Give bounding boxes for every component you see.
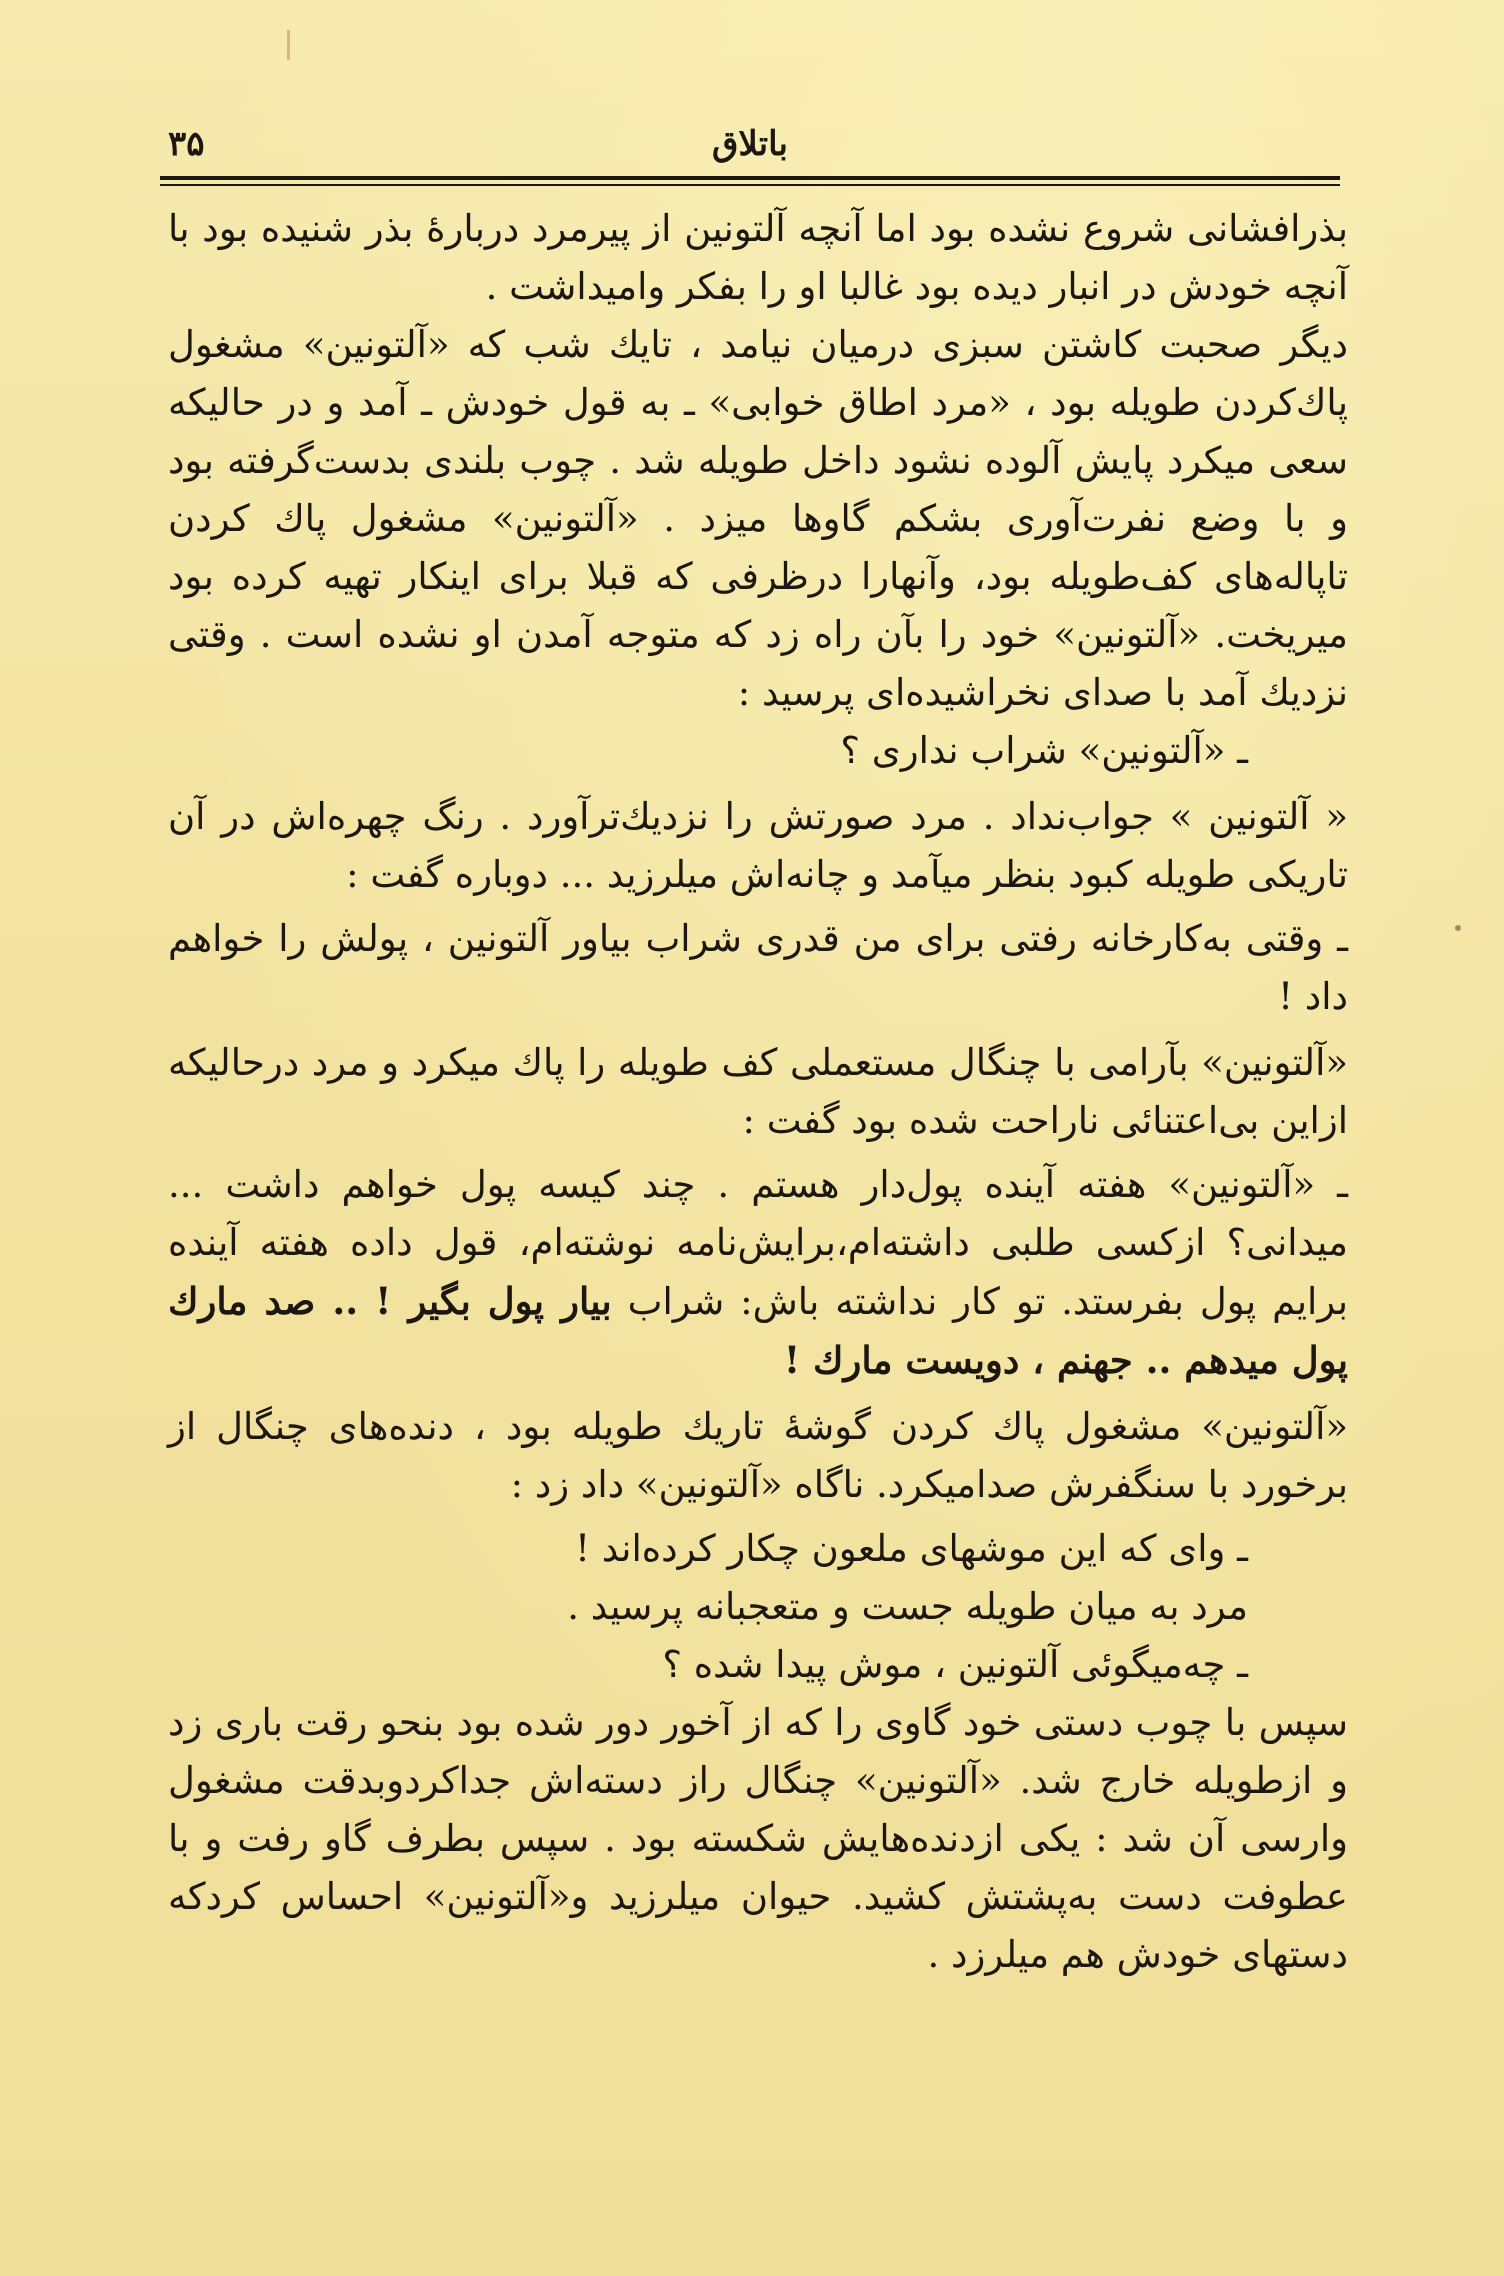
dialog-line: ـ وقتی به‌کارخانه رفتی برای من قدری شراب بیاور آلتونین ، پولش را خواهم داد ! xyxy=(168,917,1348,1018)
paragraph: « آلتونین » جواب‌نداد . مرد صورتش را نزدیك‌ترآورد . رنگ چهره‌اش در آن تاریکی طویله کبود بنظر میآمد و چانه‌اش میلرزید ... دوباره گفت : xyxy=(168,795,1348,896)
dialog-line xyxy=(168,1156,1348,1390)
body-text xyxy=(168,200,1348,2140)
paragraph: «آلتونین» مشغول پاك کردن گوشهٔ تاریك طویله بود ، دنده‌های چنگال از برخورد با سنگفرش صدامیکرد. ناگاه «آلتونین» داد زد : xyxy=(168,1405,1348,1506)
dialog-line: مرد به میان طویله جست و متعجبانه پرسید . xyxy=(567,1585,1248,1628)
header-rule-thin xyxy=(160,184,1340,186)
dialog-line: ـ چه‌میگوئی آلتونین ، موش پیدا شده ؟ xyxy=(662,1643,1248,1686)
dialog-line: ـ وای که این موشهای ملعون چکار کرده‌اند ! xyxy=(575,1527,1248,1570)
running-title: باتلاق xyxy=(712,124,788,164)
page-header xyxy=(160,118,1340,178)
page-number: ۳۵ xyxy=(168,124,205,164)
paragraph: «آلتونین» بآرامی با چنگال مستعملی کف طویله را پاك میکرد و مرد درحالیکه ازاین بی‌اعتنائی ناراحت شده بود گفت : xyxy=(168,1041,1348,1142)
paragraph: بذرافشانی شروع نشده بود اما آنچه آلتونین از پیرمرد دربارهٔ بذر شنیده بود با آنچه خودش در انبار دیده بود غالبا او را بفکر وامیداشت . xyxy=(168,207,1348,308)
dialog-text: ـ «آلتونین» هفته آینده پول‌دار هستم . چند کیسه پول خواهم داشت ... میدانی؟ ازکسی طلبی داشته‌ام،برایش‌نامه نوشته‌ام، قول داده هفته آینده برایم پول بفرستد. تو کار نداشته باش: شراب xyxy=(168,1163,1348,1323)
paragraph: دیگر صحبت کاشتن سبزی درمیان نیامد ، تایك شب که «آلتونین» مشغول پاك‌کردن طویله بود ، «مرد اطاق خوابی» ـ به قول خودش ـ آمد و در حالیکه سعی میکرد پایش آلوده نشود داخل طویله شد . چوب بلندی بدست‌گرفته بود و با وضع نفرت‌آوری بشکم گاوها میزد . «آلتونین» مشغول پاك کردن تاپاله‌های کف‌طویله بود، وآنهارا درظرفی که قبلا برای اینکار تهیه کرده بود میریخت. «آلتونین» خود را بآن راه زد که متوجه آمدن او نشده است . وقتی نزدیك آمد با صدای نخراشیده‌ای پرسید : xyxy=(168,323,1348,714)
paragraph: سپس با چوب دستی خود گاوی را که از آخور دور شده بود بنحو رقت باری زد و ازطویله خارج شد. «آلتونین» چنگال راز دسته‌اش جداکردوبدقت مشغول وارسی آن شد : یکی ازدنده‌هایش شکسته بود . سپس بطرف گاو رفت و با عطوفت دست به‌پشتش کشید. حیوان میلرزید و«آلتونین» احساس کردکه دستهای خودش هم میلرزد . xyxy=(168,1701,1348,1976)
dialog-line: ـ «آلتونین» شراب نداری ؟ xyxy=(840,729,1248,772)
pencil-mark xyxy=(287,30,290,60)
bold-phrase: بیار پول بگیر ! .. صد مارك پول میدهم .. جهنم ، دویست مارك ! xyxy=(168,1279,1348,1382)
paper-speck xyxy=(1455,925,1461,931)
header-rule-thick xyxy=(160,176,1340,180)
